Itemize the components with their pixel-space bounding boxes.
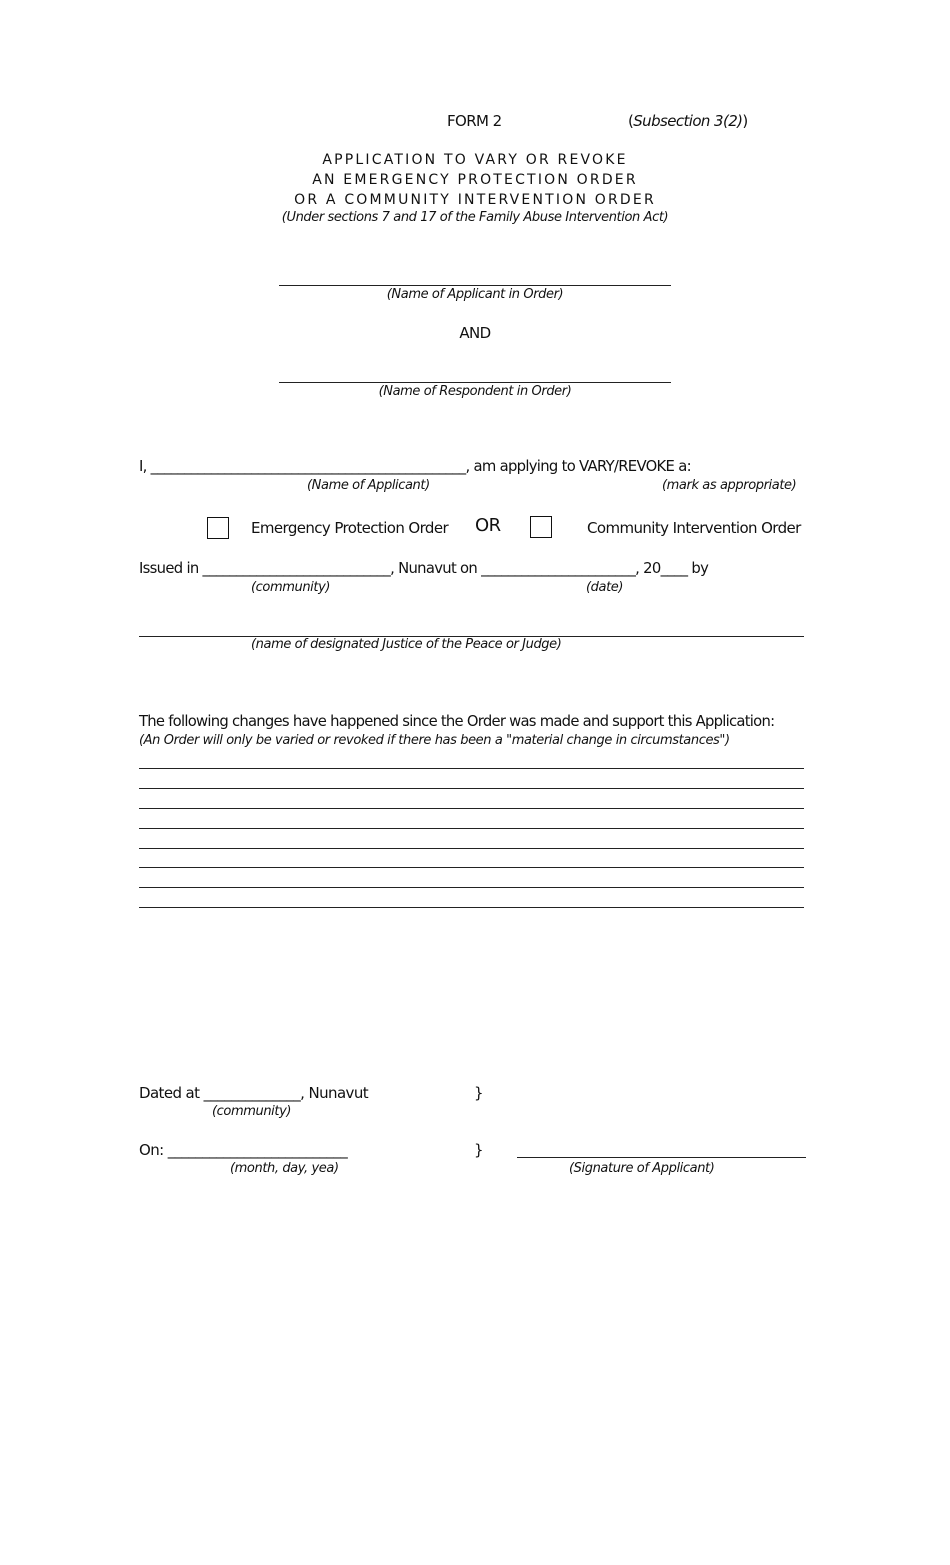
brace-2: }: [474, 1141, 483, 1159]
justice-name-caption: (name of designated Justice of the Peace or Judge): [251, 637, 562, 652]
changes-line-8[interactable]: [139, 907, 804, 908]
mark-as-appropriate-caption: (mark as appropriate): [662, 478, 797, 493]
changes-line-3[interactable]: [139, 808, 804, 809]
subsection-text: Subsection 3(2): [633, 112, 743, 130]
title-line-2: AN EMERGENCY PROTECTION ORDER: [312, 172, 638, 188]
respondent-name-line-text: [279, 367, 671, 382]
changes-line-5[interactable]: [139, 848, 804, 849]
subsection-reference: [628, 112, 748, 130]
emergency-protection-label: Emergency Protection Order: [251, 519, 449, 537]
or-separator: OR: [475, 515, 501, 536]
issued-text[interactable]: Issued in ____________________________, Nunavut on _______________________, 20____ by: [139, 560, 709, 577]
changes-intro: The following changes have happened since the Order was made and support this Application:: [139, 713, 775, 730]
material-change-note: (An Order will only be varied or revoked if there has been a "material change in circumstances"): [139, 733, 730, 748]
applicant-name-line-text: [279, 270, 671, 285]
on-date-caption: (month, day, yea): [230, 1161, 339, 1176]
changes-line-7[interactable]: [139, 887, 804, 888]
community-intervention-checkbox[interactable]: [530, 516, 552, 538]
declaration-text[interactable]: I, _______________________________________________, am applying to VARY/REVOKE a:: [139, 458, 691, 475]
form-number: FORM 2: [447, 112, 502, 130]
changes-line-4[interactable]: [139, 828, 804, 829]
title-line-3: OR A COMMUNITY INTERVENTION ORDER: [294, 192, 656, 208]
changes-line-6[interactable]: [139, 867, 804, 868]
dated-at-text[interactable]: Dated at ______________, Nunavut: [139, 1084, 369, 1102]
applicant-name-caption: (Name of Applicant in Order): [386, 287, 564, 302]
issued-community-caption: (community): [251, 580, 331, 595]
title-subtitle: (Under sections 7 and 17 of the Family Abuse Intervention Act): [281, 210, 669, 225]
title-line-1: APPLICATION TO VARY OR REVOKE: [322, 152, 628, 168]
subsection-close-paren: ): [742, 112, 748, 130]
signature-caption: (Signature of Applicant): [569, 1161, 715, 1176]
changes-line-2[interactable]: [139, 788, 804, 789]
signature-line[interactable]: [517, 1157, 806, 1158]
respondent-name-line[interactable]: [279, 382, 671, 383]
changes-line-1[interactable]: [139, 768, 804, 769]
community-intervention-label: Community Intervention Order: [587, 519, 801, 537]
emergency-protection-checkbox[interactable]: [207, 517, 229, 539]
subsection-open-paren: (: [628, 112, 634, 130]
and-separator: AND: [459, 324, 491, 342]
brace-1: }: [474, 1084, 483, 1102]
issued-date-caption: (date): [586, 580, 624, 595]
on-date-text[interactable]: On: __________________________: [139, 1141, 348, 1159]
respondent-name-caption: (Name of Respondent in Order): [378, 384, 572, 399]
dated-community-caption: (community): [212, 1104, 292, 1119]
applicant-caption: (Name of Applicant): [307, 478, 430, 493]
applicant-name-line[interactable]: [279, 285, 671, 286]
